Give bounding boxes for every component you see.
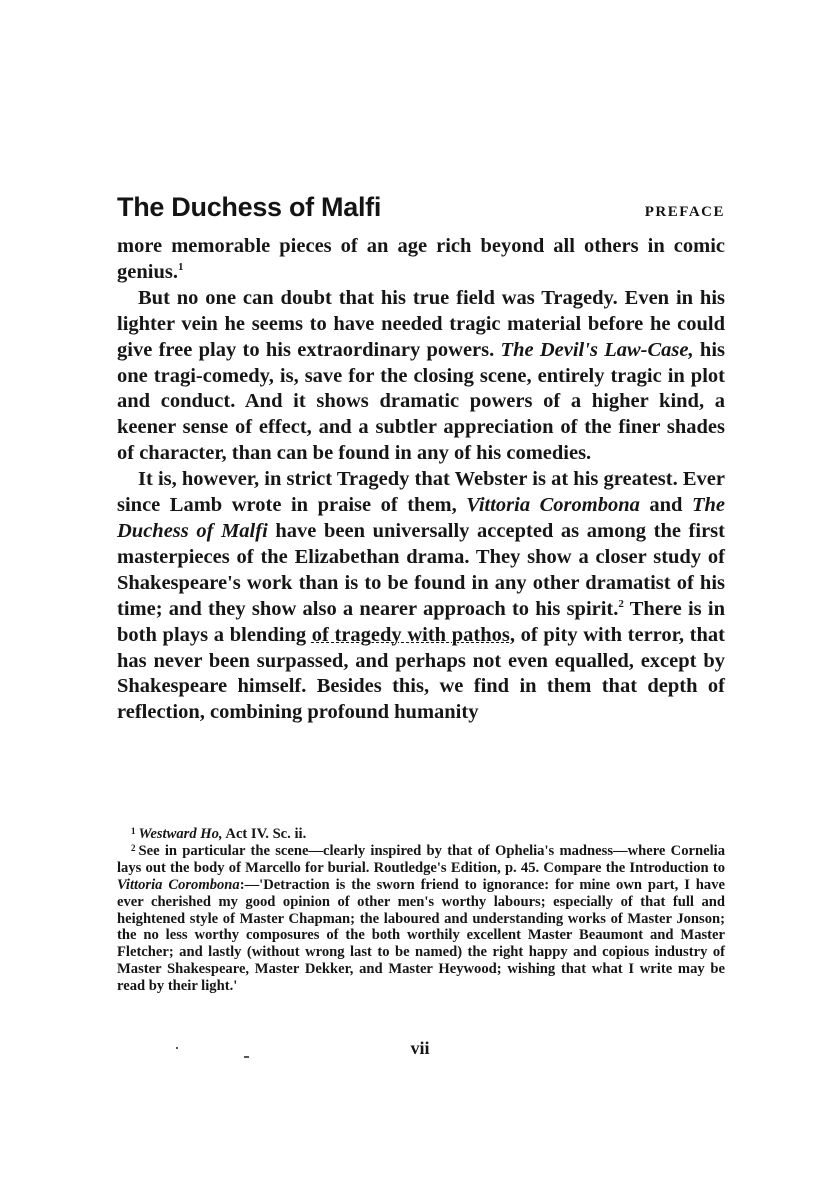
footnote-1-mark: 1	[131, 826, 136, 836]
footnote-2	[117, 843, 725, 995]
page-content	[117, 192, 725, 726]
play-title-devils-law-case: The Devil's Law-Case,	[500, 338, 694, 361]
footnote-ref-2: 2	[618, 597, 624, 610]
paragraph-3	[117, 467, 725, 726]
footnote-2-text: See in particular the scene—clearly inspired by that of Ophelia's madness—where Cornelia lays out the body of Marcello for burial. Routledge's Edition, p. 45. Compare the Introduction to	[117, 842, 725, 876]
footnote-2-title: Vittoria Corombona	[117, 876, 240, 893]
paragraph-2	[117, 286, 725, 467]
paragraph-1	[117, 234, 725, 286]
footnote-2-quote: :—'Detraction is the sworn friend to ignorance: for mine own part, I have ever cherished my good opinion of other men's worthy labours; especially of that full and heightened style of Master Chapman; the laboured and understanding works of Master Jonson; the no less worthy composures of the both worthily excellent Master Beaumont and Master Fletcher; and lastly (without wrong last to be named) the right happy and copious industry of Master Shakespeare, Master Dekker, and Master Heywood; wishing that what I write may be read by their light.'	[117, 876, 725, 995]
play-title-vittoria-corombona: Vittoria Corombona	[466, 494, 640, 517]
paragraph-3-text-cont: have been universally accepted as among the first masterpieces of the Elizabethan drama. They show a closer study of Shakespeare's work than is to be found in any other dramatist of his time; and they show also a nearer approach to his spirit.	[117, 519, 725, 620]
underlined-phrase: of tragedy with pathos	[311, 623, 510, 646]
footnote-1	[117, 826, 725, 843]
paragraph-1-text: more memorable pieces of an age rich beyond all others in comic genius.	[117, 235, 725, 283]
footnote-2-mark: 2	[131, 842, 136, 853]
paragraph-3-text-plays: There is in both plays a blending	[117, 597, 725, 646]
footnotes	[117, 826, 725, 995]
paragraph-3-text-end: , of pity with terror, that has never been surpassed, and perhaps not even equalled, except by Shakespeare himself. Besides this, we find in them that depth of reflection, combining profound humanity	[117, 623, 725, 724]
paragraph-2-text: But no one can doubt that his true field was Tragedy. Even in his lighter vein he seems to have needed tragic material before he could give free play to his extraordinary powers.	[117, 286, 725, 361]
footnote-1-text: Act IV. Sc. ii.	[222, 826, 307, 842]
paragraph-3-text-and: and	[639, 494, 692, 517]
book-title: The Duchess of Malfi	[117, 192, 382, 222]
running-head	[117, 192, 725, 228]
play-title-duchess-of-malfi: The Duchess of Malfi	[117, 494, 725, 542]
paragraph-3-text: It is, however, in strict Tragedy that Webster is at his greatest. Ever since Lamb wrote in praise of them,	[117, 468, 725, 517]
paragraph-2-text-cont: his one tragi-comedy, is, save for the closing scene, entirely tragic in plot and conduct. And it shows dramatic powers of a higher kind, a keener sense of effect, and a subtler appreciation of the finer shades of character, than can be found in any of his comedies.	[117, 338, 725, 465]
body-text	[117, 234, 725, 726]
footnote-ref-1: 1	[177, 260, 184, 273]
footnote-1-title: Westward Ho,	[138, 826, 223, 842]
section-label: PREFACE	[644, 204, 725, 220]
page-number: vii	[410, 1038, 430, 1058]
